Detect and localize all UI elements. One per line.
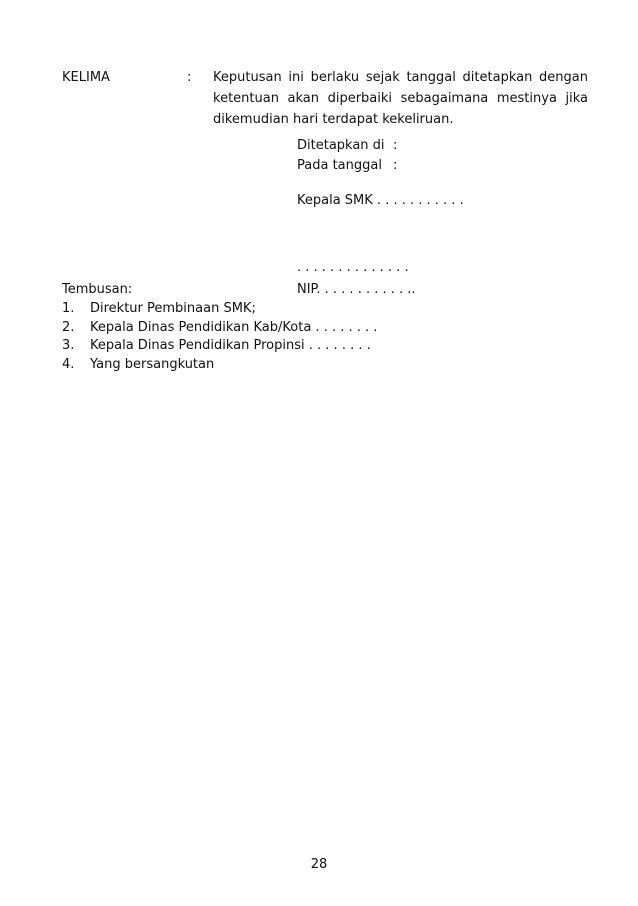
- clause-line: Keputusan ini berlaku sejak tanggal ditetapkan dengan: [213, 70, 588, 85]
- clause-separator: :: [187, 70, 192, 85]
- list-item: [62, 319, 377, 338]
- list-item-number: 4.: [62, 356, 75, 372]
- signature-date-colon: :: [393, 158, 398, 173]
- signature-date-label: Pada tanggal: [297, 158, 382, 173]
- copies-list: [62, 300, 377, 374]
- signature-place-row: [297, 136, 397, 156]
- clause-line: ketentuan akan diperbaiki sebagaimana mestinya jika: [213, 91, 588, 106]
- signature-block: [297, 136, 397, 176]
- signature-place-colon: :: [393, 138, 398, 153]
- list-item-text: Kepala Dinas Pendidikan Propinsi . . . . . . . .: [90, 338, 371, 353]
- list-item: [62, 356, 377, 375]
- list-item-text: Yang bersangkutan: [90, 356, 215, 372]
- clause-line: dikemudian hari terdapat kekeliruan.: [213, 112, 454, 127]
- list-item-text: Kepala Dinas Pendidikan Kab/Kota . . . . . . . .: [90, 319, 378, 335]
- list-item-number: 1.: [62, 301, 75, 316]
- list-item-number: 2.: [62, 319, 75, 335]
- copies-heading: Tembusan:: [62, 282, 133, 297]
- page-number: 28: [310, 857, 328, 872]
- list-item: [62, 337, 377, 356]
- signature-date-row: [297, 156, 397, 176]
- signature-position: Kepala SMK . . . . . . . . . . .: [297, 193, 464, 208]
- signature-name-placeholder: . . . . . . . . . . . . . .: [297, 260, 409, 275]
- list-item-number: 3.: [62, 338, 75, 353]
- signature-place-label: Ditetapkan di: [297, 138, 385, 153]
- signature-nip: NIP. . . . . . . . . . . ..: [297, 282, 416, 297]
- list-item: [62, 300, 377, 319]
- list-item-text: Direktur Pembinaan SMK;: [90, 301, 256, 316]
- clause-text: [213, 67, 588, 130]
- clause-label: KELIMA: [62, 70, 110, 85]
